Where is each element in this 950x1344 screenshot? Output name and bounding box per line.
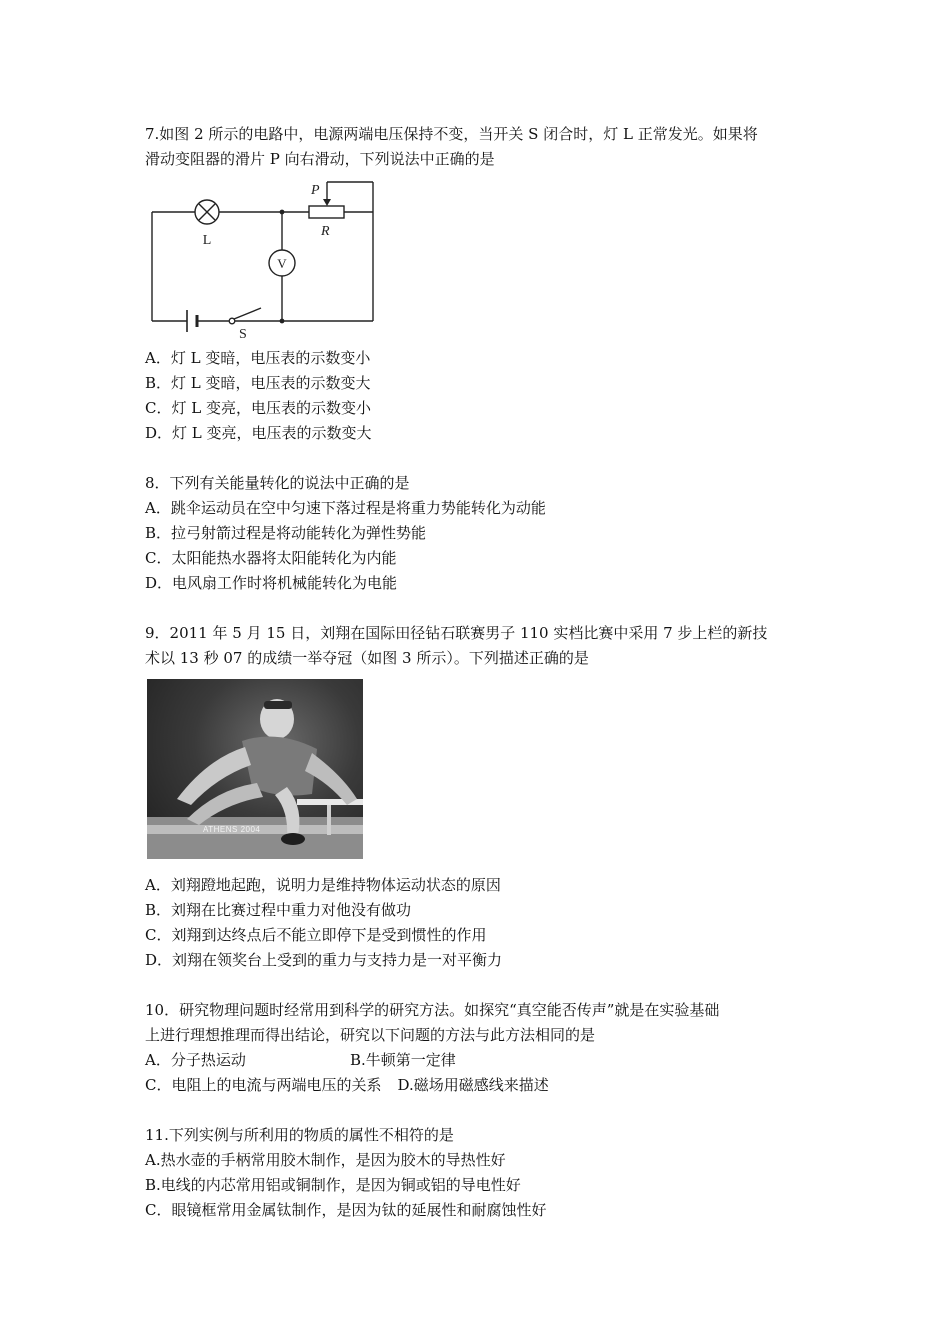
hurdler-photo [147, 679, 363, 859]
q10-stem-line1: 10．研究物理问题时经常用到科学的研究方法。如探究“真空能否传声”就是在实验基础 [145, 1001, 720, 1019]
slider-arrow-icon [323, 199, 331, 206]
q7-options [145, 346, 825, 446]
q10-option-d: D.磁场用磁感线来描述 [397, 1076, 549, 1094]
question-7 [145, 122, 825, 446]
q10-option-b: B.牛顿第一定律 [350, 1051, 456, 1069]
q7-stem-line1: 7.如图 2 所示的电路中，电源两端电压保持不变，当开关 S 闭合时，灯 L 正常发光。如果将 [145, 125, 758, 143]
q9-option-d: D．刘翔在领奖台上受到的重力与支持力是一对平衡力 [145, 951, 503, 969]
rheostat-icon [309, 206, 344, 218]
q8-option-c: C．太阳能热水器将太阳能转化为内能 [145, 549, 397, 567]
photo-banner-text: ATHENS 2004 [203, 825, 261, 834]
q8-option-d: D．电风扇工作时将机械能转化为电能 [145, 574, 398, 592]
q11-stem: 11.下列实例与所利用的物质的属性不相符的是 [145, 1126, 454, 1144]
q11-option-c: C．眼镜框常用金属钛制作，是因为钛的延展性和耐腐蚀性好 [145, 1201, 547, 1219]
voltmeter-label: V [277, 256, 287, 271]
q11-option-b: B.电线的内芯常用铝或铜制作，是因为铜或铝的导电性好 [145, 1176, 521, 1194]
slider-label: P [311, 183, 320, 198]
q9-stem-line2: 术以 13 秒 07 的成绩一举夺冠（如图 3 所示）。下列描述正确的是 [145, 649, 589, 667]
q8-stem: 8．下列有关能量转化的说法中正确的是 [145, 474, 410, 492]
lamp-label: L [202, 233, 212, 248]
q10-options-row2 [145, 1073, 825, 1098]
q10-option-c: C．电阻上的电流与两端电压的关系 [145, 1076, 382, 1094]
battery-icon [187, 310, 197, 332]
q11-option-a: A.热水壶的手柄常用胶木制作，是因为胶木的导热性好 [145, 1151, 506, 1169]
q9-option-a: A．刘翔蹬地起跑，说明力是维持物体运动状态的原因 [145, 876, 501, 894]
q8-option-b: B．拉弓射箭过程是将动能转化为弹性势能 [145, 524, 427, 542]
circuit-diagram [149, 172, 389, 340]
q9-stem-line1: 9．2011 年 5 月 15 日，刘翔在国际田径钻石联赛男子 110 实档比赛中采用 7 步上栏的新技 [145, 624, 768, 642]
rheostat-label: R [321, 224, 330, 239]
q7-stem-line2: 滑动变阻器的滑片 P 向右滑动，下列说法中正确的是 [145, 150, 495, 168]
q10-option-a: A．分子热运动 [145, 1051, 246, 1069]
q7-option-d: D．灯 L 变亮，电压表的示数变大 [145, 424, 372, 442]
q9-option-b: B．刘翔在比赛过程中重力对他没有做功 [145, 901, 412, 919]
q7-option-a: A．灯 L 变暗，电压表的示数变小 [145, 349, 371, 367]
q7-option-c: C．灯 L 变亮，电压表的示数变小 [145, 399, 371, 417]
question-11 [145, 1123, 825, 1223]
exam-page [145, 122, 825, 1223]
q7-option-b: B．灯 L 变暗，电压表的示数变大 [145, 374, 371, 392]
question-9 [145, 621, 825, 973]
q9-option-c: C．刘翔到达终点后不能立即停下是受到惯性的作用 [145, 926, 487, 944]
lamp-icon [195, 200, 219, 224]
question-8 [145, 471, 825, 596]
q10-options-row1 [145, 1048, 825, 1073]
question-10 [145, 998, 825, 1098]
q8-option-a: A．跳伞运动员在空中匀速下落过程是将重力势能转化为动能 [145, 499, 546, 517]
switch-label: S [239, 327, 247, 340]
q10-stem-line2: 上进行理想推理而得出结论，研究以下问题的方法与此方法相同的是 [145, 1026, 596, 1044]
